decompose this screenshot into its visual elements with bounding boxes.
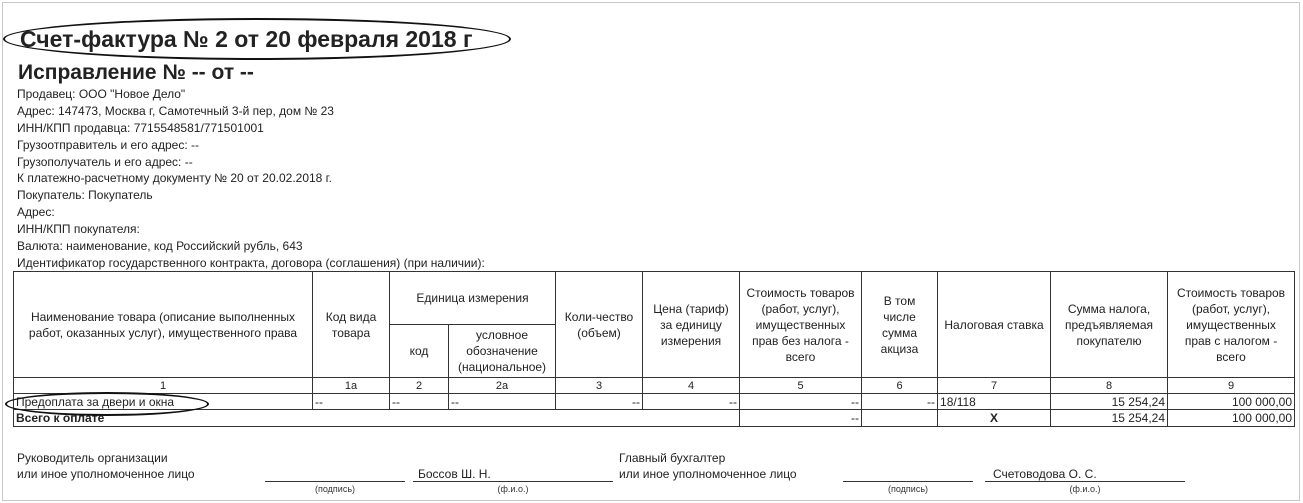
head-name-caption: (ф.и.о.) <box>497 484 529 494</box>
total-cost-without-tax: -- <box>740 410 862 427</box>
item-highlight-oval <box>5 392 209 416</box>
header-excise: В том числе сумма акциза <box>862 272 938 378</box>
header-name: Наименование товара (описание выполненных работ, оказанных услуг), имущественного права <box>14 272 313 378</box>
column-number: 2а <box>449 378 556 394</box>
item-kind-code: -- <box>313 394 390 410</box>
column-number: 1а <box>313 378 390 394</box>
header-cost-without-tax: Стоимость товаров (работ, услуг), имущественных прав без налога - всего <box>740 272 862 378</box>
currency-line: Валюта: наименование, код Российский рубль, 643 <box>17 239 303 254</box>
buyer-address-line: Адрес: <box>17 205 55 220</box>
column-number: 7 <box>938 378 1051 394</box>
total-cost-with-tax: 100 000,00 <box>1168 410 1295 427</box>
head-name: Боссов Ш. Н. <box>418 467 491 481</box>
head-signature-caption: (подпись) <box>314 484 356 494</box>
total-tax-rate: X <box>938 410 1051 427</box>
accountant-label: Главный бухгалтер <box>619 451 726 465</box>
header-price: Цена (тариф) за единицу измерения <box>643 272 740 378</box>
item-cost-with-tax: 100 000,00 <box>1168 394 1295 410</box>
seller-inn-kpp-line: ИНН/КПП продавца: 7715548581/771501001 <box>17 120 264 135</box>
column-number: 3 <box>556 378 643 394</box>
accountant-name: Счетоводова О. С. <box>993 467 1097 481</box>
item-cost-without-tax: -- <box>740 394 862 410</box>
item-unit-name: -- <box>449 394 556 410</box>
item-quantity: -- <box>556 394 643 410</box>
head-signature-line <box>265 481 405 482</box>
item-unit-code: -- <box>390 394 449 410</box>
header-unit-name: условное обозначение (национальное) <box>449 325 556 378</box>
head-name-line <box>413 481 613 482</box>
column-number: 5 <box>740 378 862 394</box>
column-numbers-row <box>14 378 1295 394</box>
header-unit-code: код <box>390 325 449 378</box>
consignee-line: Грузополучатель и его адрес: -- <box>17 154 193 169</box>
buyer-inn-kpp-line: ИНН/КПП покупателя: <box>17 222 140 237</box>
accountant-name-line <box>985 481 1185 482</box>
head-label: Руководитель организации <box>17 451 168 465</box>
correction-title: Исправление № -- от -- <box>18 61 254 84</box>
head-label-2: или иное уполномоченное лицо <box>17 467 195 481</box>
accountant-signature-line <box>843 481 973 482</box>
header-quantity: Коли-чество (объем) <box>556 272 643 378</box>
invoice-details <box>17 86 485 272</box>
column-number: 9 <box>1168 378 1295 394</box>
column-number: 8 <box>1051 378 1168 394</box>
column-number: 6 <box>862 378 938 394</box>
accountant-name-caption: (ф.и.о.) <box>1069 484 1101 494</box>
item-excise: -- <box>862 394 938 410</box>
header-cost-with-tax: Стоимость товаров (работ, услуг), имущественных прав с налогом - всего <box>1168 272 1295 378</box>
total-row <box>14 410 1295 427</box>
item-tax-rate: 18/118 <box>938 394 1051 410</box>
total-tax-sum: 15 254,24 <box>1051 410 1168 427</box>
title-highlight-oval <box>3 18 511 60</box>
contract-id-line: Идентификатор государственного контракта, договора (соглашения) (при наличии): <box>17 255 485 270</box>
consignor-line: Грузоотправитель и его адрес: -- <box>17 137 199 152</box>
column-number: 4 <box>643 378 740 394</box>
column-number: 2 <box>390 378 449 394</box>
item-name: Предоплата за двери и окна <box>14 394 313 410</box>
header-unit: Единица измерения <box>390 272 556 325</box>
header-tax-sum: Сумма налога, предъявляемая покупателю <box>1051 272 1168 378</box>
seller-line: Продавец: ООО "Новое Дело" <box>17 87 186 101</box>
header-kind-code: Код вида товара <box>313 272 390 378</box>
total-label: Всего к оплате <box>14 410 740 427</box>
buyer-line: Покупатель: Покупатель <box>17 188 153 203</box>
accountant-label-2: или иное уполномоченное лицо <box>619 467 797 481</box>
accountant-signature-caption: (подпись) <box>887 484 929 494</box>
header-tax-rate: Налоговая ставка <box>938 272 1051 378</box>
total-excise <box>862 410 938 427</box>
item-tax-sum: 15 254,24 <box>1051 394 1168 410</box>
column-number: 1 <box>14 378 313 394</box>
invoice-title: Счет-фактура № 2 от 20 февраля 2018 г <box>20 26 473 52</box>
seller-address-line: Адрес: 147473, Москва г, Самотечный 3-й пер, дом № 23 <box>17 103 334 118</box>
item-price: -- <box>643 394 740 410</box>
payment-document-line: К платежно-расчетному документу № 20 от 20.02.2018 г. <box>17 171 332 186</box>
